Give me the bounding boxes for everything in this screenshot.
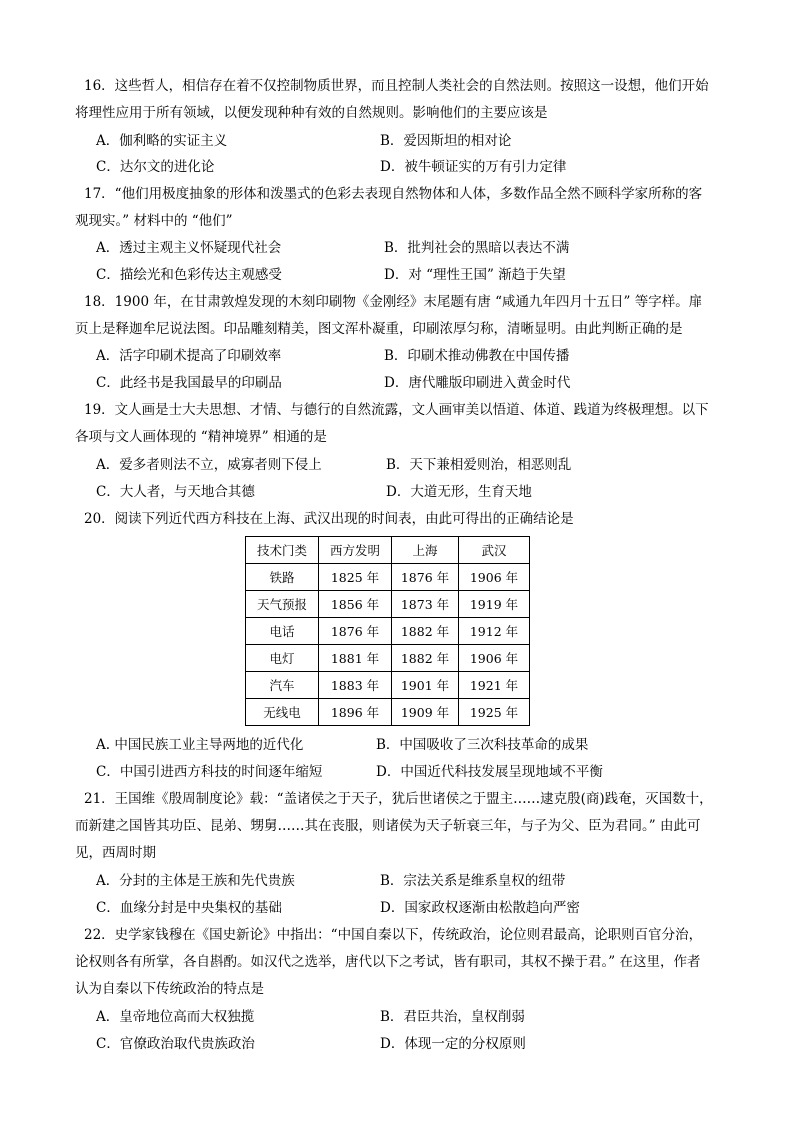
table-cell: 1912 年 xyxy=(459,618,530,645)
table-cell: 1882 年 xyxy=(392,618,459,645)
question-21-line-1: 21．王国维《殷周制度论》载：“盖诸侯之于天子，犹后世诸侯之于盟主……逮克殷(商)践奄，灭国数十， xyxy=(84,791,713,807)
table-row xyxy=(246,564,530,591)
question-19-line-1: 19．文人画是士大夫思想、才情、与德行的自然流露，文人画审美以悟道、体道、践道为终极理想。以下 xyxy=(84,402,709,418)
table-row xyxy=(246,645,530,672)
q16-option-c: C．达尔文的进化论 xyxy=(96,159,215,175)
table-row xyxy=(246,591,530,618)
q18-option-b: B．印刷术推动佛教在中国传播 xyxy=(384,348,570,364)
q19-option-a: A．爱多者则法不立，威寡者则下侵上 xyxy=(96,457,322,473)
q22-option-b: B．君臣共治，皇权削弱 xyxy=(380,1009,525,1025)
table-header-row xyxy=(246,537,530,564)
q20-option-b: B．中国吸收了三次科技革命的成果 xyxy=(376,737,589,753)
question-17-line-1: 17．“他们用极度抽象的形体和泼墨式的色彩去表现自然物体和人体，多数作品全然不顾科学家所称的客 xyxy=(84,186,703,202)
question-21-line-2: 而新建之国皆其功臣、昆弟、甥舅……其在丧服，则诸侯为天子斩衰三年，与子为父、臣为君同。” 由此可 xyxy=(75,818,701,834)
table-cell: 1901 年 xyxy=(392,672,459,699)
question-22-line-1: 22．史学家钱穆在《国史新论》中指出：“中国自秦以下，传统政治，论位则君最高，论职则百官分治， xyxy=(84,927,703,943)
q20-option-d: D．中国近代科技发展呈现地域不平衡 xyxy=(376,764,603,780)
q16-option-a: A．伽利略的实证主义 xyxy=(96,133,228,149)
q20-option-c: C．中国引进西方科技的时间逐年缩短 xyxy=(96,764,323,780)
q17-option-b: B．批判社会的黑暗以表达不满 xyxy=(384,240,570,256)
table-cell: 1919 年 xyxy=(459,591,530,618)
q16-option-b: B．爱因斯坦的相对论 xyxy=(380,133,512,149)
table-cell: 1873 年 xyxy=(392,591,459,618)
q19-option-b: B．天下兼相爱则治，相恶则乱 xyxy=(386,457,572,473)
table-cell: 1906 年 xyxy=(459,645,530,672)
table-row xyxy=(246,672,530,699)
table-row xyxy=(246,618,530,645)
q16-option-d: D．被牛顿证实的万有引力定律 xyxy=(380,159,567,175)
q21-option-b: B．宗法关系是维系皇权的纽带 xyxy=(380,873,566,889)
q20-option-a: A. 中国民族工业主导两地的近代化 xyxy=(96,737,304,753)
question-16-line-2: 将理性应用于所有领域，以便发现种种有效的自然规则。影响他们的主要应该是 xyxy=(75,105,548,121)
q18-option-a: A．活字印刷术提高了印刷效率 xyxy=(96,348,282,364)
q22-option-c: C．官僚政治取代贵族政治 xyxy=(96,1036,255,1052)
q22-option-d: D．体现一定的分权原则 xyxy=(380,1036,526,1052)
q21-option-a: A．分封的主体是王族和先代贵族 xyxy=(96,873,295,889)
table-cell: 电灯 xyxy=(246,645,319,672)
table-cell: 1883 年 xyxy=(319,672,392,699)
table-cell: 1909 年 xyxy=(392,699,459,726)
question-18-line-1: 18．1900 年，在甘肃敦煌发现的木刻印刷物《金刚经》末尾题有唐 “咸通九年四月十五日” 等字样。扉 xyxy=(84,294,703,310)
q18-option-c: C．此经书是我国最早的印刷品 xyxy=(96,375,282,391)
table-cell: 1906 年 xyxy=(459,564,530,591)
question-22-line-2: 论权则各有所掌，各自斟酌。如汉代之选举，唐代以下之考试，皆有职司，其权不操于君。” 在这里，作者 xyxy=(75,954,701,970)
table-cell: 汽车 xyxy=(246,672,319,699)
q19-option-d: D．大道无形，生育天地 xyxy=(386,484,532,500)
table-cell: 无线电 xyxy=(246,699,319,726)
question-17-line-2: 观现实。” 材料中的 “他们” xyxy=(75,213,233,229)
question-19-line-2: 各项与文人画体现的 “精神境界” 相通的是 xyxy=(75,429,327,445)
table-cell: 1856 年 xyxy=(319,591,392,618)
q18-option-d: D．唐代雕版印刷进入黄金时代 xyxy=(384,375,571,391)
table-header-cell: 技术门类 xyxy=(246,537,319,564)
table-cell: 1825 年 xyxy=(319,564,392,591)
question-22-line-3: 认为自秦以下传统政治的特点是 xyxy=(75,981,264,997)
q21-option-c: C．血缘分封是中央集权的基础 xyxy=(96,900,282,916)
table-header-cell: 武汉 xyxy=(459,537,530,564)
table-cell: 铁路 xyxy=(246,564,319,591)
table-cell: 1882 年 xyxy=(392,645,459,672)
q22-option-a: A．皇帝地位高而大权独揽 xyxy=(96,1009,255,1025)
table-cell: 天气预报 xyxy=(246,591,319,618)
question-20-line-1: 20．阅读下列近代西方科技在上海、武汉出现的时间表，由此可得出的正确结论是 xyxy=(84,511,574,527)
table-cell: 1896 年 xyxy=(319,699,392,726)
table-cell: 1921 年 xyxy=(459,672,530,699)
table-header-cell: 西方发明 xyxy=(319,537,392,564)
table-cell: 1881 年 xyxy=(319,645,392,672)
table-row xyxy=(246,699,530,726)
q19-option-c: C．大人者，与天地合其德 xyxy=(96,484,255,500)
question-18-line-2: 页上是释迦牟尼说法图。印品雕刻精美，图文浑朴凝重，印刷浓厚匀称，清晰显明。由此判断正确的是 xyxy=(75,321,683,337)
question-16-line-1: 16．这些哲人，相信存在着不仅控制物质世界，而且控制人类社会的自然法则。按照这一设想，他们开始 xyxy=(84,78,709,94)
q21-option-d: D．国家政权逐渐由松散趋向严密 xyxy=(380,900,580,916)
table-cell: 电话 xyxy=(246,618,319,645)
table-cell: 1925 年 xyxy=(459,699,530,726)
q17-option-d: D．对 “理性王国” 渐趋于失望 xyxy=(384,267,566,283)
q17-option-a: A．透过主观主义怀疑现代社会 xyxy=(96,240,282,256)
table-cell: 1876 年 xyxy=(392,564,459,591)
question-21-line-3: 见，西周时期 xyxy=(75,845,156,861)
q17-option-c: C．描绘光和色彩传达主观感受 xyxy=(96,267,282,283)
tech-timeline-table xyxy=(245,536,530,726)
table-cell: 1876 年 xyxy=(319,618,392,645)
table-header-cell: 上海 xyxy=(392,537,459,564)
